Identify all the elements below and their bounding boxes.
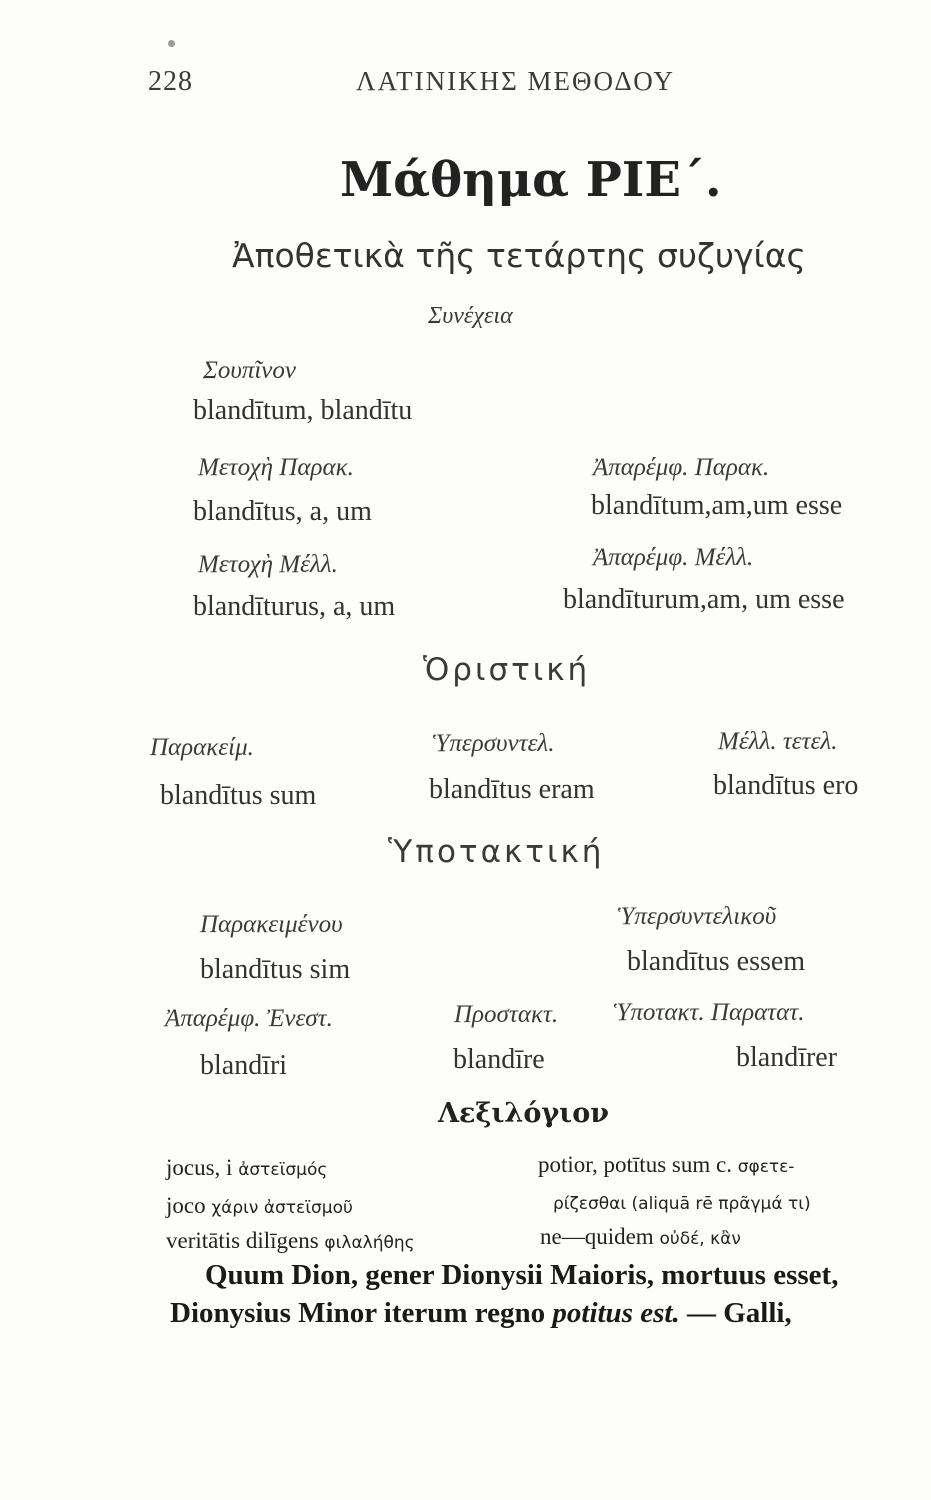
vocab-entry — [166, 1155, 327, 1181]
vocab-entry — [553, 1189, 811, 1215]
future-participle-label: Μετοχὴ Μέλλ. — [198, 551, 338, 578]
lesson-title: Μάθημα ΡΙΕ΄. — [340, 152, 722, 208]
imperative-label: Προστακτ. — [454, 1001, 559, 1028]
subjunctive-heading: Ὑποτακτική — [388, 834, 605, 870]
vocab-latin: jocus, i — [166, 1155, 233, 1180]
indicative-perfect: blandītus sum — [160, 780, 317, 811]
indicative-perfect-label: Παρακείμ. — [150, 734, 254, 761]
future-infinitive-label: Ἀπαρέμφ. Μέλλ. — [593, 544, 754, 571]
imperative: blandīre — [453, 1044, 545, 1075]
indicative-future-perfect-label: Μέλλ. τετελ. — [718, 728, 838, 755]
subjunctive-perfect: blandītus sim — [200, 954, 351, 985]
future-participle: blandīturus, a, um — [193, 591, 396, 622]
supine-label: Σουπῖνον — [203, 357, 296, 384]
perfect-infinitive-label: Ἀπαρέμφ. Παρακ. — [593, 454, 770, 481]
vocab-greek: οὐδέ, κἂν — [659, 1229, 741, 1249]
present-infinitive-label: Ἀπαρέμφ. Ἐνεστ. — [165, 1005, 333, 1032]
lesson-subtitle: Ἀποθετικὰ τῆς τετάρτης συζυγίας — [232, 236, 806, 275]
prose-text: — Galli, — [679, 1297, 792, 1329]
vocab-greek: ἀστεϊσμός — [238, 1160, 328, 1180]
vocab-latin: joco — [166, 1193, 206, 1218]
vocab-entry — [166, 1228, 415, 1254]
subjunctive-imperfect-label: Ὑποτακτ. Παρατατ. — [614, 999, 805, 1026]
present-infinitive: blandīri — [200, 1050, 288, 1081]
indicative-pluperfect: blandītus eram — [429, 774, 595, 805]
subjunctive-imperfect: blandīrer — [736, 1042, 838, 1073]
future-infinitive: blandīturum,am, um esse — [563, 584, 845, 615]
vocab-latin: veritātis dilīgens — [166, 1228, 319, 1253]
subjunctive-pluperfect-label: Ὑπερσυντελικοῦ — [618, 903, 777, 930]
vocab-greek: σφετε- — [737, 1157, 795, 1177]
prose-line — [170, 1297, 792, 1330]
vocab-latin: ne—quidem — [540, 1224, 654, 1249]
indicative-heading: Ὁριστική — [423, 652, 591, 688]
perfect-participle: blandītus, a, um — [193, 496, 372, 527]
prose-line: Quum Dion, gener Dionysii Maioris, mortuus esset, — [205, 1259, 839, 1291]
prose-emphasis: potitus est. — [552, 1297, 680, 1329]
page-number: 228 — [148, 66, 193, 97]
vocab-entry — [540, 1224, 741, 1250]
indicative-future-perfect: blandītus ero — [713, 770, 859, 801]
lexicon-title: Λεξιλόγιον — [438, 1098, 609, 1129]
vocab-greek: χάριν ἀστεϊσμοῦ — [211, 1198, 353, 1218]
vocab-entry — [538, 1152, 794, 1178]
perfect-infinitive: blandītum,am,um esse — [591, 490, 843, 521]
vocab-greek: ρίζεσθαι (aliquā rē πρᾶγμά τι) — [553, 1194, 811, 1214]
supine-forms: blandītum, blandītu — [193, 395, 413, 426]
ink-speck — [168, 40, 175, 47]
vocab-latin: potior, potītus sum c. — [538, 1152, 732, 1177]
vocab-greek: φιλαλήθης — [324, 1233, 415, 1253]
perfect-participle-label: Μετοχὴ Παρακ. — [198, 454, 354, 481]
running-title: ΛΑΤΙΝΙΚΗΣ ΜΕΘΟΔΟΥ — [356, 66, 675, 96]
subjunctive-pluperfect: blandītus essem — [627, 946, 806, 977]
indicative-pluperfect-label: Ὑπερσυντελ. — [433, 730, 555, 757]
subjunctive-perfect-label: Παρακειμένου — [200, 911, 343, 938]
vocab-entry — [166, 1193, 353, 1219]
prose-text: Dionysius Minor iterum regno — [170, 1297, 553, 1329]
continuation-label: Συνέχεια — [428, 303, 513, 329]
